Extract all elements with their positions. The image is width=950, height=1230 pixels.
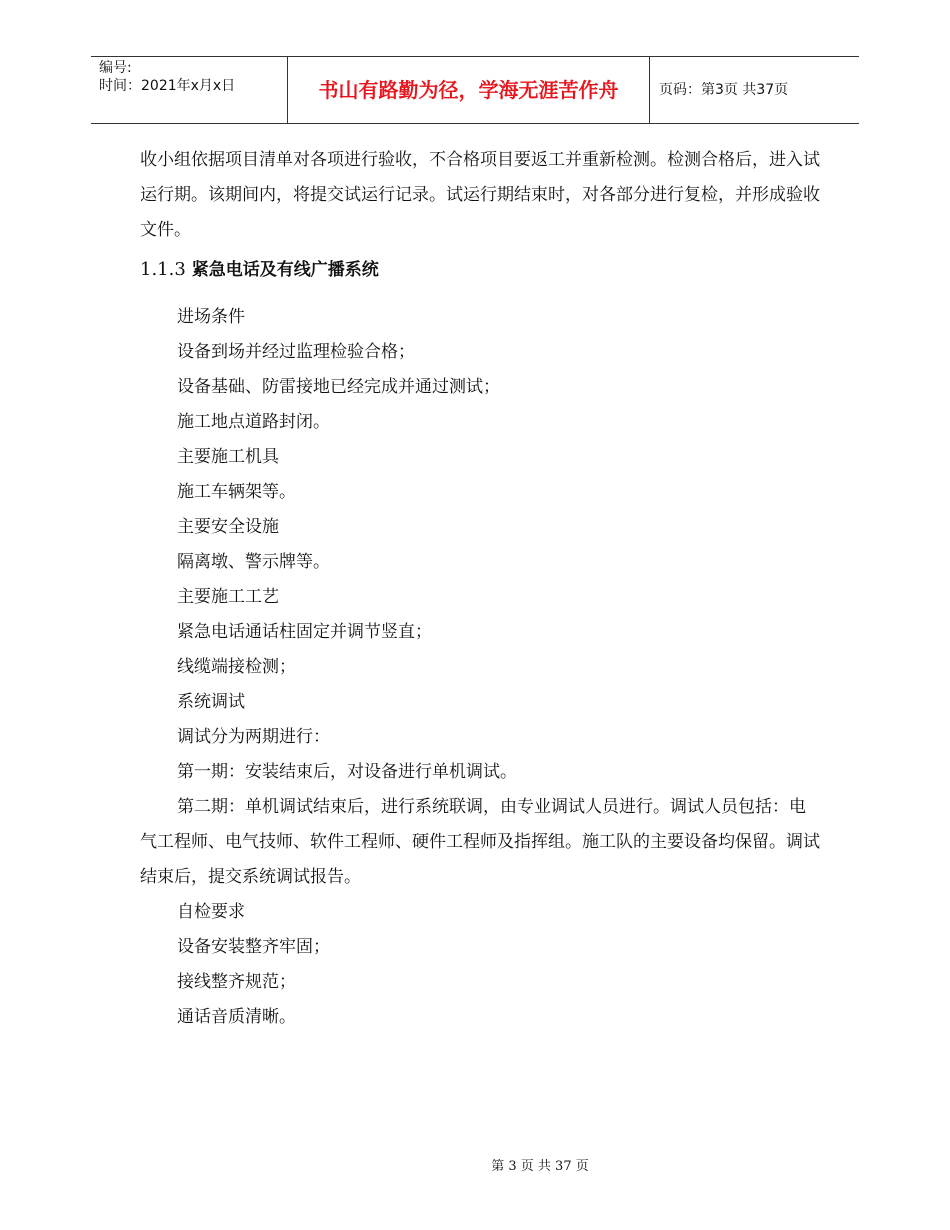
header-page-number: 页码：第3页 共37页 [659, 82, 789, 98]
body-line: 隔离墩、警示牌等。 [177, 552, 330, 572]
header-divider [649, 57, 650, 123]
section-lines [140, 300, 820, 1035]
header-motto: 书山有路勤为径，学海无涯苦作舟 [318, 78, 619, 102]
page-header [91, 56, 859, 124]
body-line: 施工地点道路封闭。 [177, 412, 330, 432]
body-line: 接线整齐规范； [177, 972, 296, 992]
body-line: 施工车辆架等。 [177, 482, 296, 502]
document-body [140, 143, 820, 1035]
body-line: 主要安全设施 [177, 517, 279, 537]
body-line: 设备基础、防雷接地已经完成并通过测试； [177, 377, 500, 397]
body-line: 调试分为两期进行： [177, 727, 330, 747]
intro-paragraph: 收小组依据项目清单对各项进行验收，不合格项目要返工并重新检测。检测合格后，进入试运行期。该期间内，将提交试运行记录。试运行期结束时，对各部分进行复检，并形成验收文件。 [140, 150, 820, 240]
document-time-label: 时间：2021年x月x日 [99, 78, 236, 94]
body-line: 第二期：单机调试结束后，进行系统联调，由专业调试人员进行。调试人员包括：电气工程师、电气技师、软件工程师、硬件工程师及指挥组。施工队的主要设备均保留。调试结束后，提交系统调试报告。 [140, 797, 820, 887]
page-footer: 第 3 页 共 37 页 [491, 1159, 589, 1174]
body-line: 设备安装整齐牢固； [177, 937, 330, 957]
body-line: 通话音质清晰。 [177, 1007, 296, 1027]
body-line: 设备到场并经过监理检验合格； [177, 342, 415, 362]
body-line: 主要施工工艺 [177, 587, 279, 607]
section-heading [140, 252, 820, 288]
document-number-label: 编号: [99, 60, 132, 76]
body-line: 紧急电话通话柱固定并调节竖直； [177, 622, 432, 642]
body-line: 线缆端接检测； [177, 657, 296, 677]
body-line: 第一期：安装结束后，对设备进行单机调试。 [177, 762, 517, 782]
section-number: 1.1.3 [140, 259, 186, 280]
section-title: 紧急电话及有线广播系统 [191, 260, 379, 280]
body-line: 自检要求 [177, 902, 245, 922]
body-line: 进场条件 [177, 307, 245, 327]
body-line: 系统调试 [177, 692, 245, 712]
body-line: 主要施工机具 [177, 447, 279, 467]
header-meta [99, 59, 289, 95]
